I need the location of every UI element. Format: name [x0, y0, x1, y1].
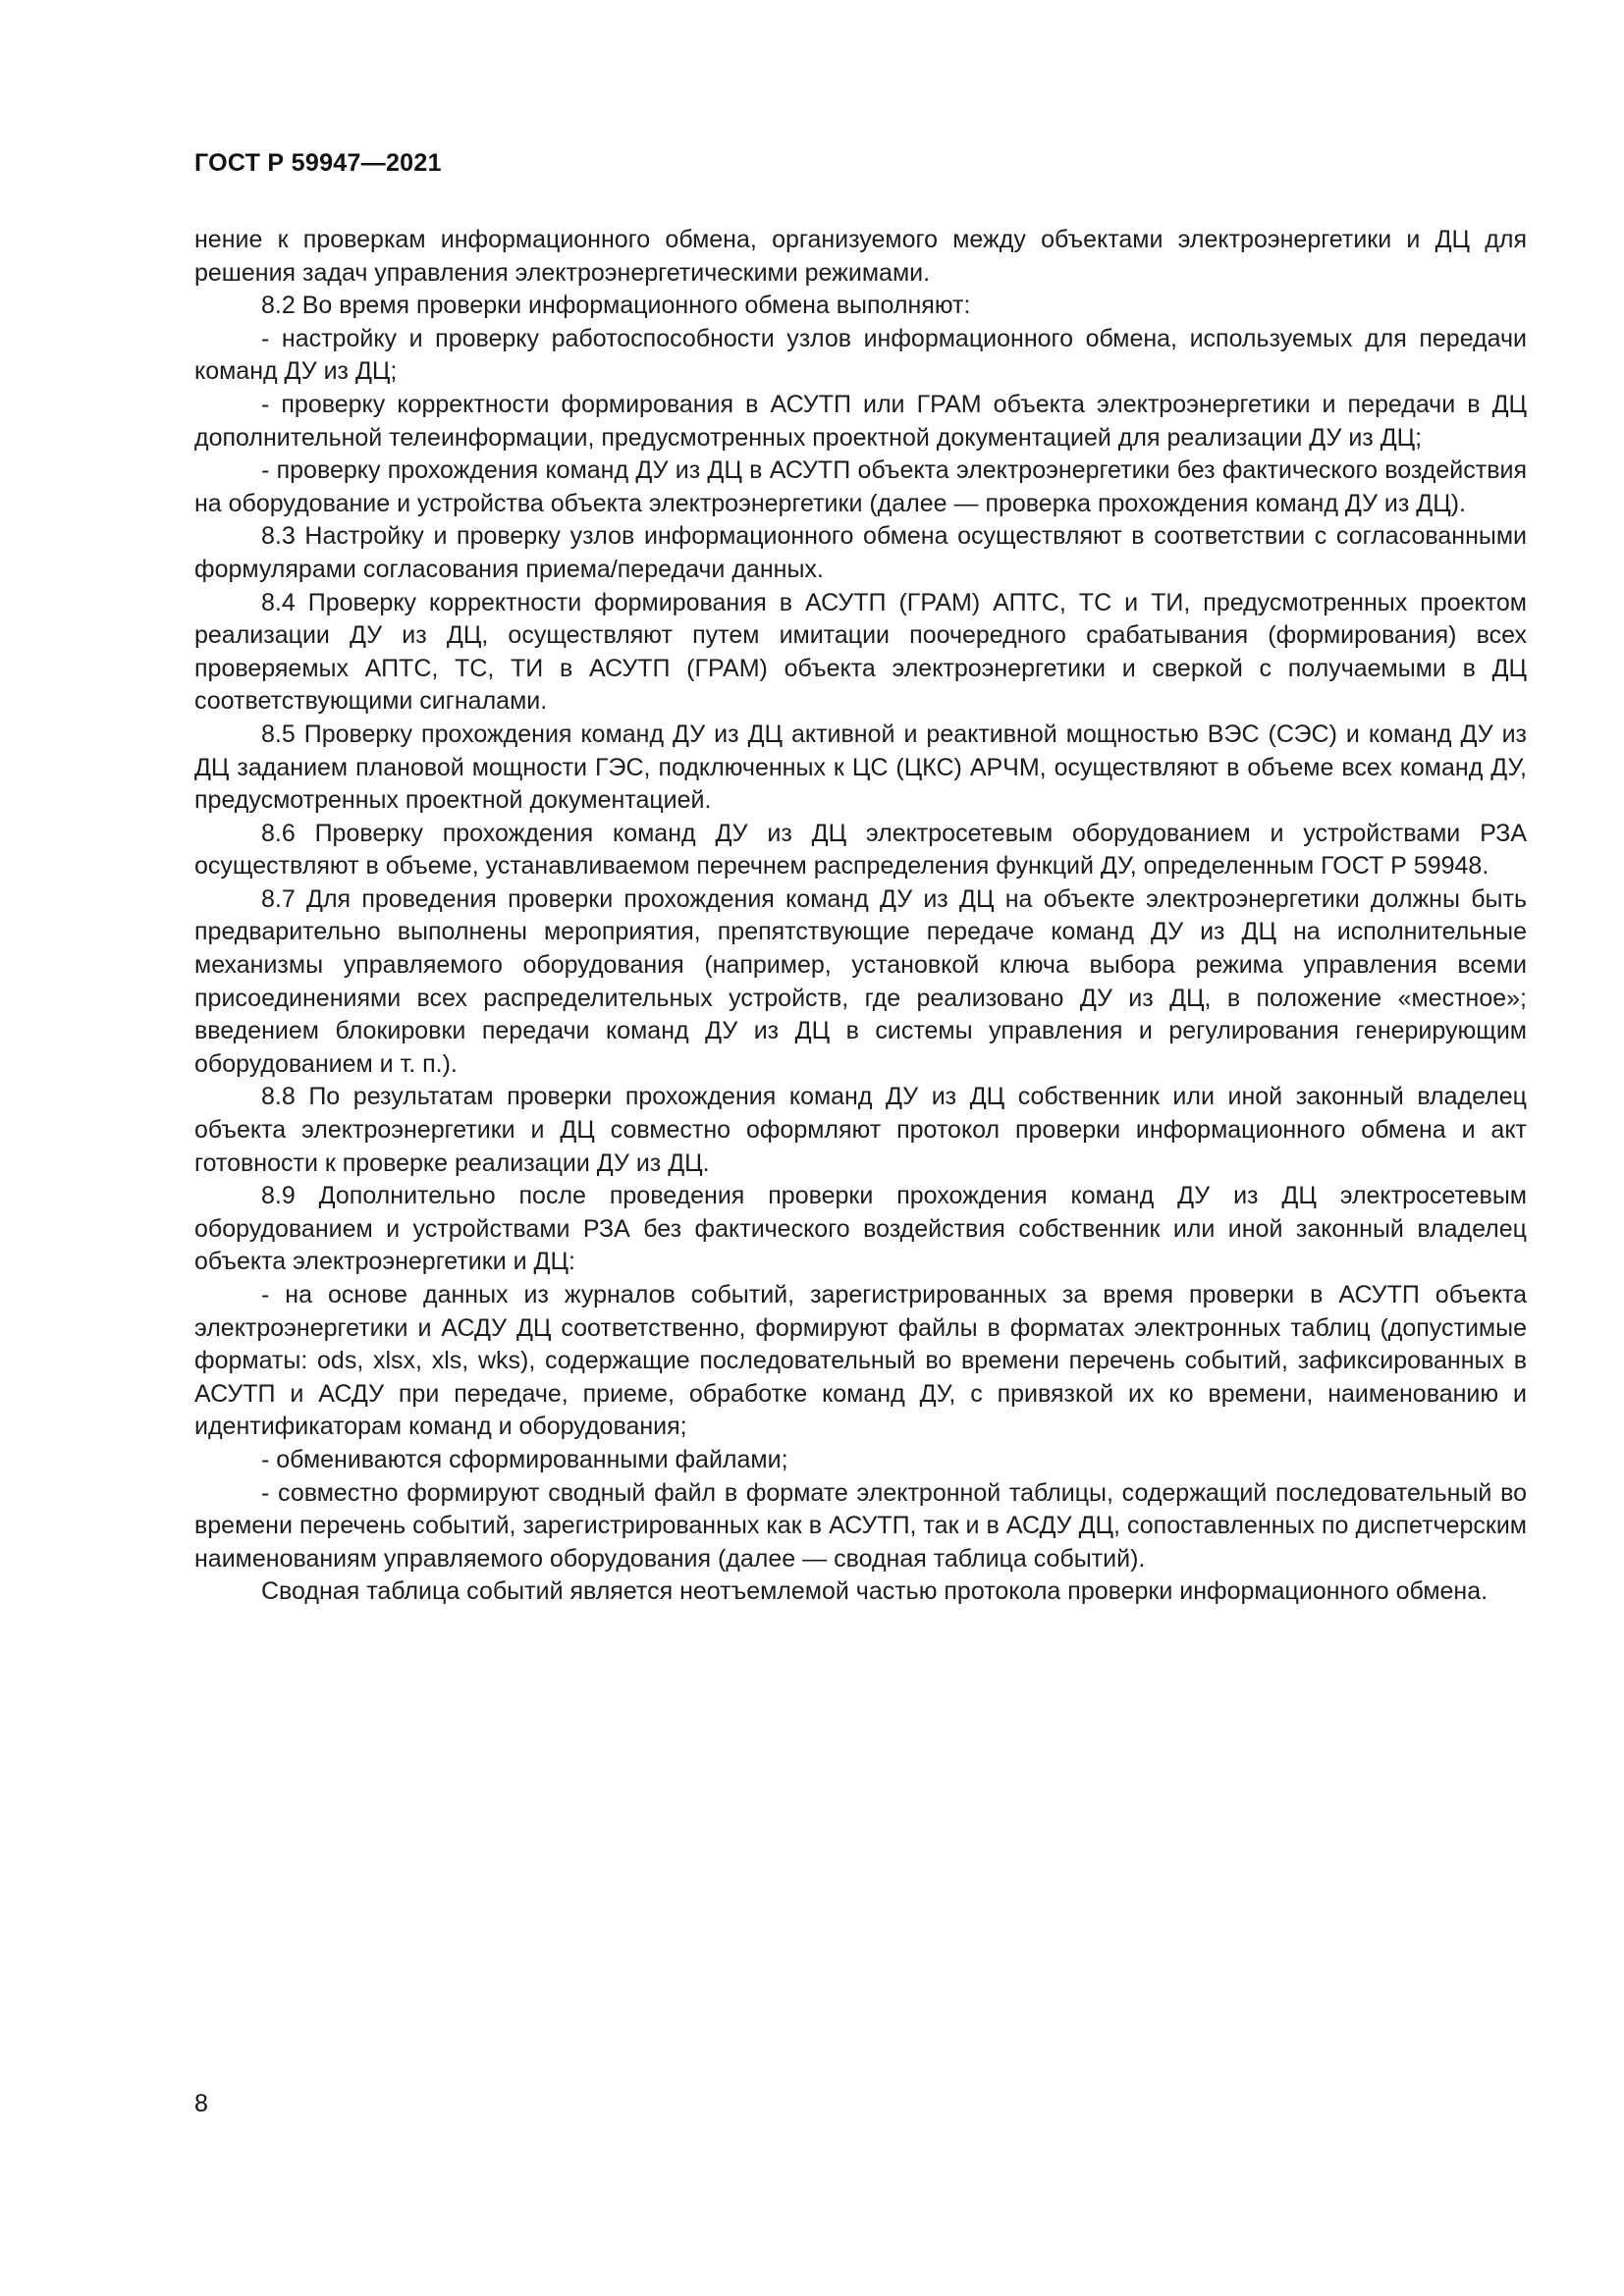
list-item-setup-nodes: - настройку и проверку работоспособности узлов информационного обмена, используемых для передачи команд ДУ из ДЦ; — [194, 324, 1527, 386]
paragraph-8-9: 8.9 Дополнительно после проведения проверки прохождения команд ДУ из ДЦ электросетевым оборудованием и устройствами РЗА без фактического воздействия собственник или иной законный владелец объекта электроэнергетики и ДЦ: — [194, 1182, 1527, 1276]
list-item-exchange-files: - обмениваются сформированными файлами; — [261, 1445, 788, 1473]
document-body — [194, 224, 1527, 1609]
paragraph-8-4: 8.4 Проверку корректности формирования в АСУТП (ГРАМ) АПТС, ТС и ТИ, предусмотренных проектом реализации ДУ из ДЦ, осуществляют путем имитации поочередного срабатывания (формирования) всех проверяемых АПТС, ТС, ТИ в АСУТП (ГРАМ) объекта электроэнергетики и сверкой с получаемыми в ДЦ соответствующими сигналами. — [194, 588, 1527, 716]
paragraph-8-7: 8.7 Для проведения проверки прохождения команд ДУ из ДЦ на объекте электроэнергетики должны быть предварительно выполнены мероприятия, препятствующие передаче команд ДУ из ДЦ на исполнительные механизмы управляемого оборудования (например, установкой ключа выбора режима управления всеми присоединениями всех распределительных устройств, где реализовано ДУ из ДЦ, в положение «местное»; введением блокировки передачи команд ДУ из ДЦ в системы управления и регулирования генерирующим оборудованием и т. п.). — [194, 884, 1527, 1078]
list-item-summary-file: - совместно формируют сводный файл в формате электронной таблицы, содержащий последовательный во времени перечень событий, зарегистрированных как в АСУТП, так и в АСДУ ДЦ, сопоставленных по диспетчерским наименованиям управляемого оборудования (далее — сводная таблица событий). — [194, 1478, 1527, 1573]
standard-header: ГОСТ Р 59947—2021 — [194, 149, 442, 177]
paragraph-8-8: 8.8 По результатам проверки прохождения команд ДУ из ДЦ собственник или иной законный владелец объекта электроэнергетики и ДЦ совместно оформляют протокол проверки информационного обмена и акт готовности к проверке реализации ДУ из ДЦ. — [194, 1083, 1527, 1177]
list-item-event-logs: - на основе данных из журналов событий, зарегистрированных за время проверки в АСУТП объекта электроэнергетики и АСДУ ДЦ соответственно, формируют файлы в форматах электронных таблиц (допустимые форматы: ods, xlsx, xls, wks), содержащие последовательный во времени перечень событий, зафиксированных в АСУТП и АСДУ при передаче, приеме, обработке команд ДУ, с привязкой их ко времени, наименованию и идентификаторам команд и оборудования; — [194, 1281, 1527, 1441]
paragraph-summary-table: Сводная таблица событий является неотъемлемой частью протокола проверки информационного обмена. — [261, 1577, 1489, 1606]
paragraph-8-5: 8.5 Проверку прохождения команд ДУ из ДЦ активной и реактивной мощностью ВЭС (СЭС) и команд ДУ из ДЦ заданием плановой мощности ГЭС, подключенных к ЦС (ЦКС) АРЧМ, осуществляют в объеме всех команд ДУ, предусмотренных проектной документацией. — [194, 720, 1527, 815]
paragraph-8-3: 8.3 Настройку и проверку узлов информационного обмена осуществляют в соответствии с согласованными формулярами согласования приема/передачи данных. — [194, 522, 1527, 583]
list-item-check-teleinfo: - проверку корректности формирования в АСУТП или ГРАМ объекта электроэнергетики и передачи в ДЦ дополнительной телеинформации, предусмотренных проектной документацией для реализации ДУ из ДЦ; — [194, 390, 1527, 452]
paragraph-8-2: 8.2 Во время проверки информационного обмена выполняют: — [261, 292, 971, 320]
list-item-check-commands: - проверку прохождения команд ДУ из ДЦ в АСУТП объекта электроэнергетики без фактического воздействия на оборудование и устройства объекта электроэнергетики (далее — проверка прохождения команд ДУ из ДЦ). — [194, 456, 1527, 517]
paragraph-continuation: нение к проверкам информационного обмена, организуемого между объектами электроэнергетики и ДЦ для решения задач управления электроэнергетическими режимами. — [194, 226, 1527, 287]
paragraph-8-6: 8.6 Проверку прохождения команд ДУ из ДЦ электросетевым оборудованием и устройствами РЗА осуществляют в объеме, устанавливаемом перечнем распределения функций ДУ, определенным ГОСТ Р 59948. — [194, 819, 1527, 881]
page-number: 8 — [194, 2090, 208, 2117]
